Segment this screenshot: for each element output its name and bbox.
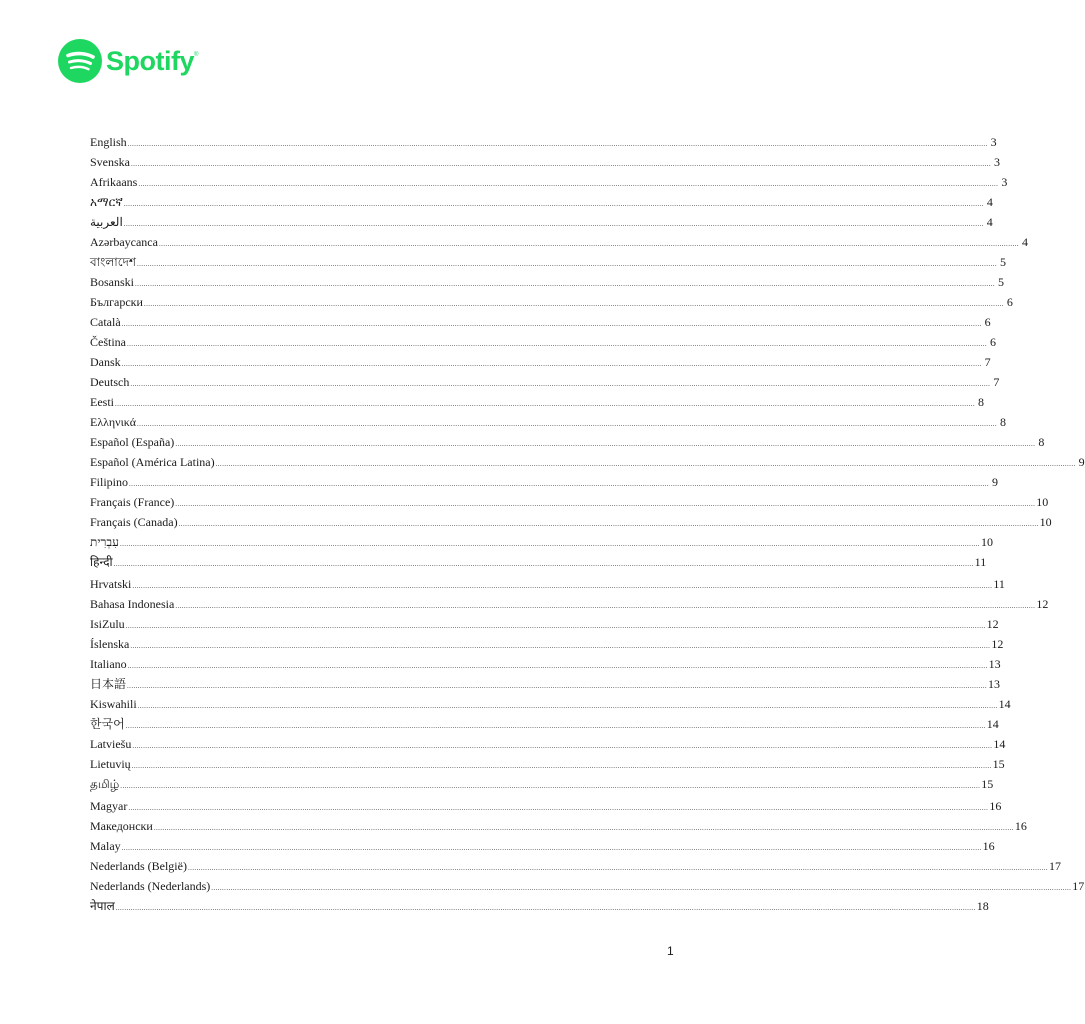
dot-leader: ................................................................................................................................................................................................................................................................................................................................................................................................................	[125, 722, 986, 730]
toc-entry[interactable]	[90, 552, 987, 574]
dot-leader: ................................................................................................................................................................................................................................................................................................................................................................................................................	[125, 622, 986, 630]
toc-entry[interactable]	[90, 614, 999, 634]
dot-leader: ................................................................................................................................................................................................................................................................................................................................................................................................................	[115, 904, 976, 912]
toc-entry-label: 한국어	[90, 717, 125, 731]
dot-leader: ................................................................................................................................................................................................................................................................................................................................................................................................................	[131, 160, 991, 168]
toc-entry-page: 13	[988, 657, 1001, 671]
dot-leader: ................................................................................................................................................................................................................................................................................................................................................................................................................	[127, 340, 987, 348]
toc-entry-page: 14	[986, 717, 999, 731]
dot-leader: ................................................................................................................................................................................................................................................................................................................................................................................................................	[123, 200, 984, 208]
dot-leader: ................................................................................................................................................................................................................................................................................................................................................................................................................	[115, 400, 975, 408]
toc-entry-page: 17	[1072, 879, 1085, 893]
dot-leader: ................................................................................................................................................................................................................................................................................................................................................................................................................	[119, 540, 980, 548]
toc-entry-label: Ελληνικά	[90, 415, 137, 429]
dot-leader: ................................................................................................................................................................................................................................................................................................................................................................................................................	[175, 440, 1036, 448]
toc-entry[interactable]	[90, 272, 1005, 292]
toc-entry[interactable]	[90, 754, 1005, 774]
toc-entry[interactable]	[90, 574, 1005, 594]
toc-entry-label: Magyar	[90, 799, 128, 813]
toc-entry-page: 15	[981, 777, 994, 791]
toc-entry-label: Italiano	[90, 657, 127, 671]
toc-entry[interactable]	[90, 312, 991, 332]
toc-entry-page: 14	[998, 697, 1011, 711]
toc-entry[interactable]	[90, 452, 1085, 472]
dot-leader: ................................................................................................................................................................................................................................................................................................................................................................................................................	[143, 300, 1004, 308]
toc-entry[interactable]	[90, 352, 991, 372]
toc-entry-label: 日本語	[90, 677, 127, 691]
toc-entry[interactable]	[90, 816, 1027, 836]
logo-wordmark: Spotify	[106, 45, 194, 76]
toc-entry-page: 7	[984, 355, 991, 369]
dot-leader: ................................................................................................................................................................................................................................................................................................................................................................................................................	[178, 520, 1039, 528]
dot-leader: ................................................................................................................................................................................................................................................................................................................................................................................................................	[113, 560, 974, 568]
toc-entry-label: Eesti	[90, 395, 114, 409]
dot-leader: ................................................................................................................................................................................................................................................................................................................................................................................................................	[130, 642, 991, 650]
toc-entry[interactable]	[90, 172, 1008, 192]
toc-entry-label: हिन्दी	[90, 555, 113, 569]
toc-entry-page: 13	[988, 677, 1001, 691]
toc-entry[interactable]	[90, 634, 1004, 654]
toc-entry-label: Malay	[90, 839, 121, 853]
dot-leader: ................................................................................................................................................................................................................................................................................................................................................................................................................	[158, 240, 1019, 248]
toc-entry-page: 6	[1006, 295, 1013, 309]
toc-entry-page: 3	[1001, 175, 1008, 189]
page-number: 1	[667, 944, 674, 958]
toc-entry-label: Latviešu	[90, 737, 132, 751]
toc-entry-page: 5	[999, 255, 1006, 269]
dot-leader: ................................................................................................................................................................................................................................................................................................................................................................................................................	[132, 582, 993, 590]
toc-entry[interactable]	[90, 836, 995, 856]
toc-entry-page: 8	[978, 395, 984, 409]
dot-leader: ................................................................................................................................................................................................................................................................................................................................................................................................................	[187, 864, 1048, 872]
spotify-logo	[58, 38, 198, 84]
toc-entry-label: Nederlands (Nederlands)	[90, 879, 211, 893]
toc-entry-label: Bosanski	[90, 275, 135, 289]
toc-entry[interactable]	[90, 152, 1000, 172]
toc-entry[interactable]	[90, 292, 1013, 312]
dot-leader: ................................................................................................................................................................................................................................................................................................................................................................................................................	[128, 804, 989, 812]
dot-leader: ................................................................................................................................................................................................................................................................................................................................................................................................................	[121, 360, 982, 368]
spotify-logo-icon	[58, 39, 102, 83]
toc-entry[interactable]	[90, 734, 1006, 754]
toc-entry-label: Dansk	[90, 355, 121, 369]
toc-entry-page: 12	[986, 617, 999, 631]
toc-entry-page: 4	[986, 195, 993, 209]
toc-entry-label: Deutsch	[90, 375, 130, 389]
toc-entry[interactable]	[90, 252, 1006, 272]
toc-entry[interactable]	[90, 876, 1085, 896]
toc-entry-label: Azərbaycanca	[90, 235, 158, 249]
toc-entry[interactable]	[90, 856, 1061, 876]
dot-leader: ................................................................................................................................................................................................................................................................................................................................................................................................................	[175, 500, 1036, 508]
toc-entry-page: 11	[993, 577, 1005, 591]
dot-leader: ................................................................................................................................................................................................................................................................................................................................................................................................................	[131, 762, 992, 770]
toc-entry-page: 4	[986, 215, 993, 229]
toc-entry-page: 8	[1000, 415, 1007, 429]
toc-entry-page: 17	[1048, 859, 1061, 873]
toc-entry-label: עִבְרִית	[90, 535, 119, 549]
toc-entry-label: Lietuvių	[90, 757, 131, 771]
toc-entry[interactable]	[90, 192, 993, 212]
toc-entry-page: 6	[990, 335, 996, 349]
toc-entry[interactable]	[90, 432, 1045, 452]
dot-leader: ................................................................................................................................................................................................................................................................................................................................................................................................................	[123, 220, 984, 228]
toc-entry-page: 3	[990, 135, 997, 149]
toc-entry-label: नेपाल	[90, 899, 115, 913]
toc-entry-label: Български	[90, 295, 143, 309]
dot-leader: ................................................................................................................................................................................................................................................................................................................................................................................................................	[121, 320, 982, 328]
dot-leader: ................................................................................................................................................................................................................................................................................................................................................................................................................	[127, 140, 988, 148]
dot-leader: ................................................................................................................................................................................................................................................................................................................................................................................................................	[175, 602, 1036, 610]
toc-entry-page: 9	[992, 475, 999, 489]
toc-entry[interactable]	[90, 232, 1028, 252]
toc-entry[interactable]	[90, 714, 999, 734]
toc-entry[interactable]	[90, 774, 994, 796]
toc-entry-page: 14	[993, 737, 1006, 751]
dot-leader: ................................................................................................................................................................................................................................................................................................................................................................................................................	[136, 260, 997, 268]
toc-entry-label: IsiZulu	[90, 617, 125, 631]
toc-entry[interactable]	[90, 132, 997, 152]
toc-entry-label: Čeština	[90, 335, 126, 349]
dot-leader: ................................................................................................................................................................................................................................................................................................................................................................................................................	[138, 180, 999, 188]
registered-mark: ®	[194, 52, 199, 58]
toc-entry-label: தமிழ்	[90, 777, 120, 791]
toc-entry[interactable]	[90, 412, 1007, 432]
toc-entry-label: Íslenska	[90, 637, 130, 651]
toc-entry-label: العربية	[90, 215, 123, 229]
dot-leader: ................................................................................................................................................................................................................................................................................................................................................................................................................	[137, 702, 998, 710]
toc-entry-page: 11	[974, 555, 987, 569]
toc-entry-label: Bahasa Indonesia	[90, 597, 175, 611]
toc-entry-label: አማርኛ	[90, 195, 123, 209]
toc-entry-page: 18	[976, 899, 989, 913]
toc-entry[interactable]	[90, 594, 1049, 614]
toc-entry-page: 3	[994, 155, 1000, 169]
toc-entry-page: 16	[1014, 819, 1027, 833]
toc-entry[interactable]	[90, 674, 1001, 694]
toc-entry-page: 16	[982, 839, 995, 853]
toc-entry-page: 10	[1036, 495, 1049, 509]
toc-entry-label: English	[90, 135, 127, 149]
toc-entry[interactable]	[90, 694, 1011, 714]
toc-entry[interactable]	[90, 332, 996, 352]
dot-leader: ................................................................................................................................................................................................................................................................................................................................................................................................................	[127, 682, 988, 690]
toc-entry-label: Nederlands (België)	[90, 859, 187, 873]
dot-leader: ................................................................................................................................................................................................................................................................................................................................................................................................................	[121, 844, 982, 852]
dot-leader: ................................................................................................................................................................................................................................................................................................................................................................................................................	[120, 782, 981, 790]
toc-entry-page: 16	[989, 799, 1002, 813]
toc-entry[interactable]	[90, 372, 1000, 392]
toc-entry-page: 9	[1078, 455, 1085, 469]
dot-leader: ................................................................................................................................................................................................................................................................................................................................................................................................................	[215, 460, 1076, 468]
toc-entry-label: Hrvatski	[90, 577, 132, 591]
dot-leader: ................................................................................................................................................................................................................................................................................................................................................................................................................	[135, 280, 996, 288]
toc-entry-page: 12	[1036, 597, 1049, 611]
toc-entry-label: Français (Canada)	[90, 515, 178, 529]
toc-entry-page: 10	[1039, 515, 1052, 529]
toc-entry-label: বাংলাদেশ	[90, 255, 136, 269]
dot-leader: ................................................................................................................................................................................................................................................................................................................................................................................................................	[127, 662, 988, 670]
toc-entry-page: 10	[980, 535, 993, 549]
toc-entry-label: Svenska	[90, 155, 130, 169]
dot-leader: ................................................................................................................................................................................................................................................................................................................................................................................................................	[130, 380, 991, 388]
toc-entry-label: Français (France)	[90, 495, 175, 509]
toc-entry-page: 4	[1021, 235, 1028, 249]
dot-leader: ................................................................................................................................................................................................................................................................................................................................................................................................................	[132, 742, 993, 750]
dot-leader: ................................................................................................................................................................................................................................................................................................................................................................................................................	[129, 480, 990, 488]
toc-entry[interactable]	[90, 212, 993, 232]
toc-entry-label: Català	[90, 315, 121, 329]
toc-entry[interactable]	[90, 492, 1049, 512]
toc-entry-label: Filipino	[90, 475, 129, 489]
dot-leader: ................................................................................................................................................................................................................................................................................................................................................................................................................	[137, 420, 998, 428]
toc-entry-page: 8	[1038, 435, 1045, 449]
dot-leader: ................................................................................................................................................................................................................................................................................................................................................................................................................	[153, 824, 1014, 832]
toc-entry-page: 6	[984, 315, 991, 329]
toc-entry[interactable]	[90, 472, 999, 492]
toc-entry-label: Kiswahili	[90, 697, 137, 711]
toc-entry-page: 12	[991, 637, 1004, 651]
toc-entry-label: Español (América Latina)	[90, 455, 215, 469]
toc-entry[interactable]	[90, 532, 993, 552]
toc-entry[interactable]	[90, 512, 1052, 532]
toc-entry[interactable]	[90, 654, 1001, 674]
toc-entry-page: 5	[998, 275, 1005, 289]
toc-entry[interactable]	[90, 392, 984, 412]
toc-entry-label: Español (España)	[90, 435, 175, 449]
toc-entry[interactable]	[90, 896, 989, 918]
toc-entry-label: Македонски	[90, 819, 153, 833]
dot-leader: ................................................................................................................................................................................................................................................................................................................................................................................................................	[211, 884, 1072, 892]
toc-entry-page: 15	[992, 757, 1005, 771]
toc-entry-label: Afrikaans	[90, 175, 138, 189]
toc-entry[interactable]	[90, 796, 1002, 816]
toc-entry-page: 7	[993, 375, 1000, 389]
table-of-contents	[90, 132, 1085, 918]
